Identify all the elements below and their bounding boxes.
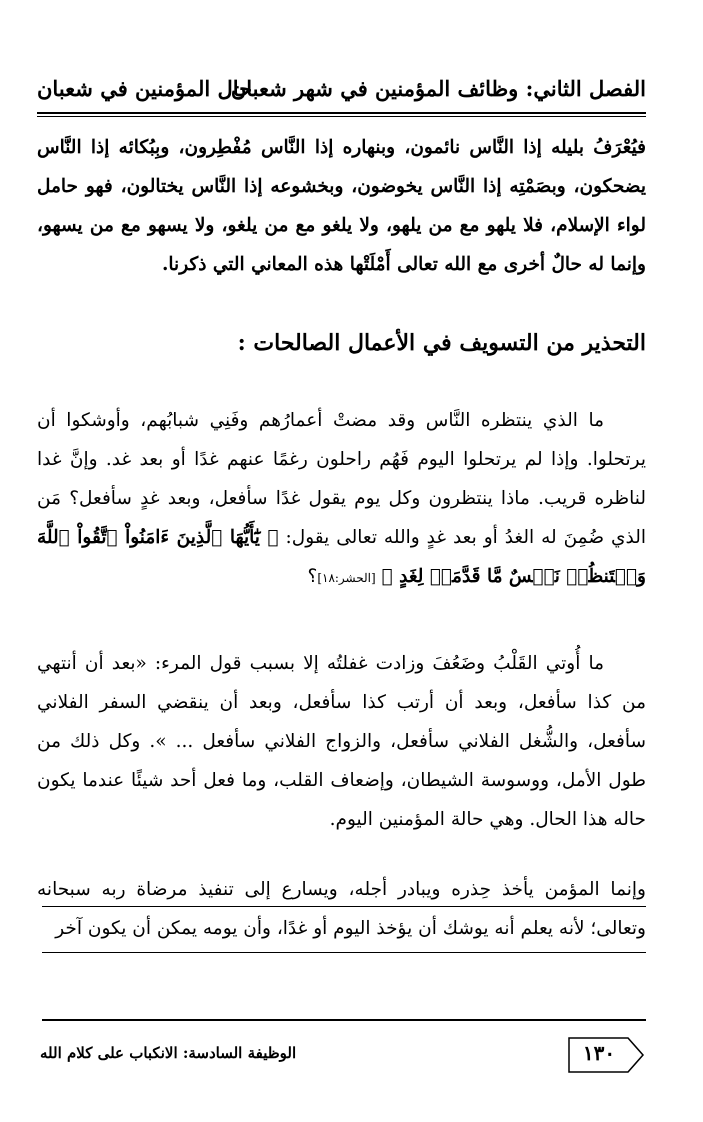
paragraph-1: فيُعْرَفُ بليله إذا النَّاس نائمون، وبنهاره إذا النَّاس مُفْطِرون، وبِبُكائه إذا النَّاس يضحكون، وبصَمْتِه إذا النَّاس يخوضون، وبخشوعه إذا النَّاس يختالون، فهو حامل لواء الإسلام، فلا يلهو مع من يلهو، ولا يلغو مع من يلغو، ولا يسهو مع من يسهو، وإنما له حالٌ أخرى مع الله تعالى أَمْلَتْها هذه المعاني التي ذكرنا. xyxy=(37,137,646,275)
header-rule xyxy=(37,112,646,114)
page-header xyxy=(37,70,646,112)
paragraph-3 xyxy=(37,644,646,839)
section-heading: التحذير من التسويف في الأعمال الصالحات : xyxy=(237,330,646,356)
paragraph-3-text: ما أُوتي القَلْبُ وضَعُفَ وزادت غفلتُه إلا بسبب قول المرء: «بعد أن أنتهي من كذا سأفعل، وبعد أن أرتب كذا سأفعل، وبعد أن ينقضي السفر الفلاني سأفعل، والشُّغل الفلاني سأفعل، والزواج الفلاني سأفعل ... ». وكل ذلك من طول الأمل، ووسوسة الشيطان، وإضعاف القلب، وما فعل أحد شيئًا عندما يكون حاله هذا الحال. وهي حالة المؤمنين اليوم. xyxy=(37,653,646,830)
highlight-underline xyxy=(42,906,646,907)
paragraph-2 xyxy=(37,401,646,598)
quran-verse: ﴿ يَٰٓأَيُّهَا ٱلَّذِينَ ءَامَنُواْ ٱتَّقُواْ ٱللَّهَ وَلۡتَنظُرۡ نَفۡسٌ مَّا قَدَّمَتۡ لِغَدٍ ﴾ xyxy=(37,527,646,587)
header-rule-thin xyxy=(37,116,646,117)
footer-rule xyxy=(42,1019,646,1021)
verse-reference: [الحشر:١٨] xyxy=(317,571,376,585)
paragraph-4: وإنما المؤمن يأخذ حِذره ويبادر أجله، ويسارع إلى تنفيذ مرضاة ربه سبحانه وتعالى؛ لأنه يعلم أنه يوشك أن يؤخذ اليوم أو غدًا، وأن يومه يمكن أن يكون آخر xyxy=(37,879,646,939)
chapter-title: الفصل الثاني: وظائف المؤمنين في شهر شعبان xyxy=(230,76,646,101)
highlight-underline xyxy=(42,952,646,953)
paragraph-2-text: ما الذي ينتظره النَّاس وقد مضتْ أعمارُهم وفَنِي شبابُهم، وأوشكوا أن يرتحلوا. وإذا لم يرتحلوا اليوم فَهُم راحلون رغمًا عنهم غدًا أو بعد غد. وإنَّ غدا لناظره قريب. ماذا ينتظرون وكل يوم يقول غدًا سأفعل، وبعد غدٍ سأفعل؟ مَن الذي ضُمِنَ له الغدُ أو بعد غدٍ والله تعالى يقول: xyxy=(37,410,646,548)
running-title: حال المؤمنين في شعبان xyxy=(37,76,253,101)
page-number: ١٣٠ xyxy=(582,1041,616,1065)
page-number-badge xyxy=(566,1037,646,1073)
question-mark: ؟ xyxy=(307,566,318,587)
footer-title: الوظيفة السادسة: الانكباب على كلام الله xyxy=(40,1044,297,1062)
